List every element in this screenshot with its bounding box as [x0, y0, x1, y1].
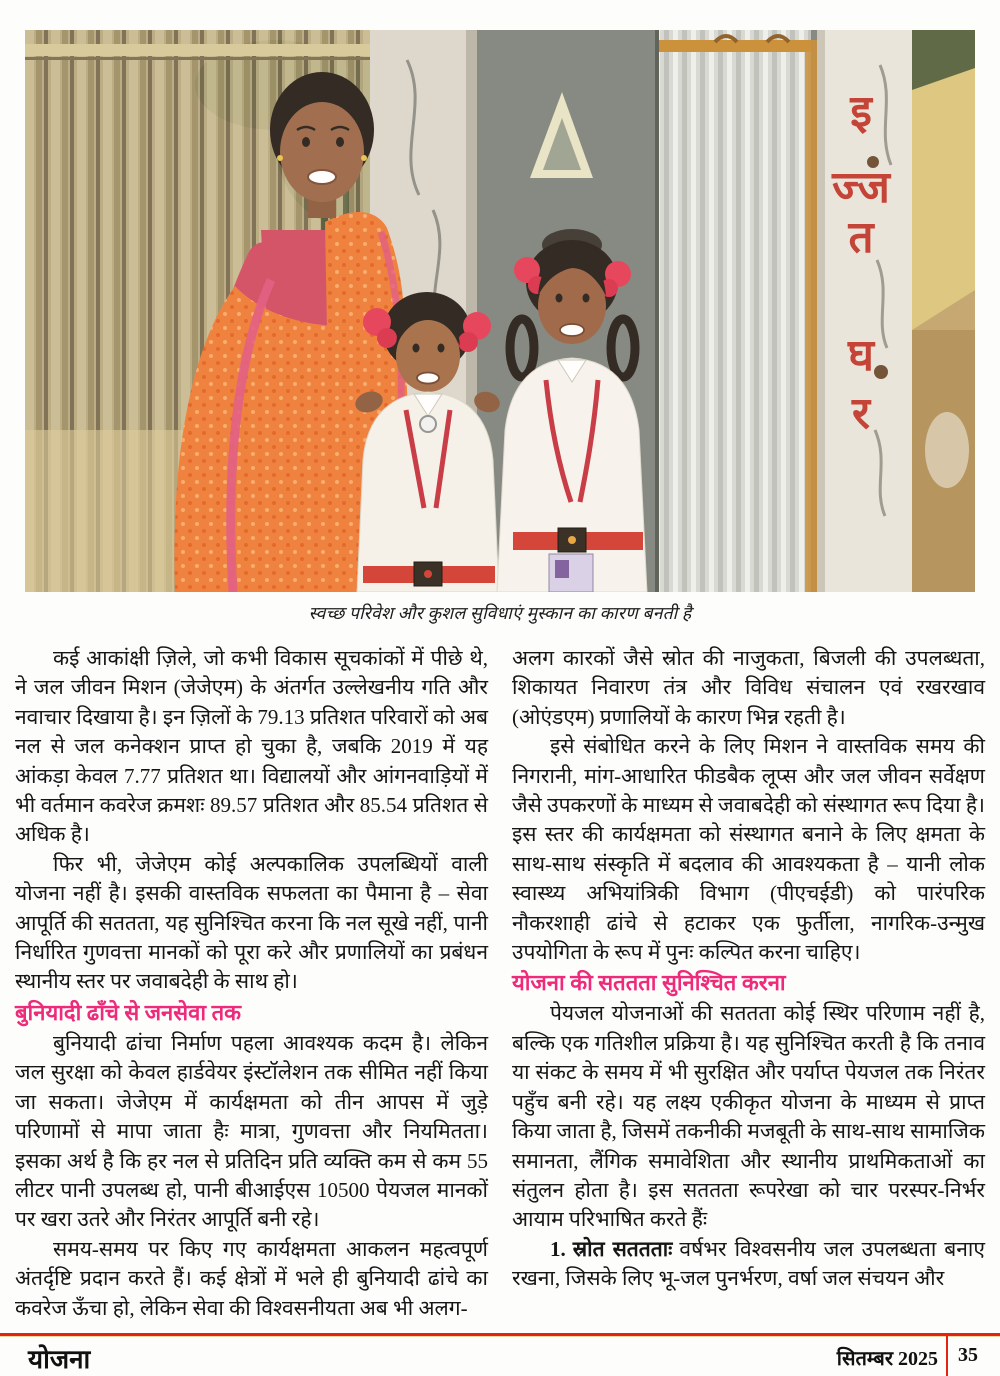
letter-gha: घ	[847, 331, 875, 380]
item-number: 1.	[550, 1236, 566, 1261]
article-body	[15, 644, 985, 1323]
letter-i: इ	[850, 87, 872, 136]
section-heading-infrastructure: बुनियादी ढाँचे से जनसेवा तक	[15, 999, 242, 1025]
page-number: 35	[958, 1344, 978, 1366]
issue-date: सितम्बर 2025	[836, 1348, 938, 1370]
footer-divider	[946, 1334, 948, 1376]
item-term: स्रोत सततताः	[572, 1236, 673, 1261]
article-photo	[25, 30, 975, 592]
paragraph-4: समय-समय पर किए गए कार्यक्षमता आकलन महत्वपूर्ण अंतर्दृष्टि प्रदान करते हैं। कई क्षेत्रों में भले ही बुनियादी ढांचे का कवरेज ऊँचा हो, लेकिन सेवा की विश्वसनीयता अब भी अलग-	[15, 1236, 488, 1320]
letter-ra: र	[852, 389, 870, 438]
numbered-item-1	[512, 1235, 985, 1294]
photo-illustration	[25, 30, 975, 592]
photo-wash	[25, 30, 975, 592]
column-right	[512, 644, 985, 1323]
paragraph-7: पेयजल योजनाओं की सततता कोई स्थिर परिणाम नहीं है, बल्कि एक गतिशील प्रक्रिया है। यह सुनिश्चित करती है कि तनाव या संकट के समय में भी सुरक्षित और पर्याप्त पेयजल तक निरंतर पहुँच बनी रहे। यह लक्ष्य एकीकृत योजना के माध्यम से प्राप्त किया जाता है, जिसमें तकनीकी मजबूती के साथ-साथ सामाजिक समानता, लैंगिक समावेशिता और स्थानीय प्राथमिकताओं का संतुलन होता है। इस सततता रूपरेखा को चार परस्पर-निर्भर आयाम परिभाषित करते हैंः	[512, 1001, 985, 1232]
column-left	[15, 644, 488, 1323]
magazine-name: योजना	[28, 1345, 91, 1374]
paragraph-1: कई आकांक्षी ज़िले, जो कभी विकास सूचकांकों में पीछे थे, ने जल जीवन मिशन (जेजेएम) के अंतर्गत उल्लेखनीय गति और नवाचार दिखाया है। इन ज़िलों के 79.13 प्रतिशत परिवारों को अब नल से जल कनेक्शन प्राप्त हो चुका है, जबकि 2019 में यह आंकड़ा केवल 7.77 प्रतिशत था। विद्यालयों और आंगनवाड़ियों में भी वर्तमान कवरेज क्रमशः 89.57 प्रतिशत और 85.54 प्रतिशत से अधिक है।	[15, 646, 488, 847]
footer-rule	[0, 1333, 1000, 1337]
paragraph-6: इसे संबोधित करने के लिए मिशन ने वास्तविक समय की निगरानी, मांग-आधारित फीडबैक लूप्स और जल जीवन सर्वेक्षण जैसे उपकरणों के माध्यम से जवाबदेही को संस्थागत रूप दिया है। इस स्तर की कार्यक्षमता को संस्थागत बनाने के लिए क्षमता के साथ-साथ संस्कृति में बदलाव की आवश्यकता है – यानी लोक स्वास्थ्य अभियांत्रिकी विभाग (पीएचईडी) को पारंपरिक नौकरशाही ढांचे से हटाकर एक फुर्तीला, नागरिक-उन्मुख उपयोगिता के रूप में पुनः कल्पित करना चाहिए।	[512, 734, 985, 965]
section-heading-sustainability: योजना की सततता सुनिश्चित करना	[512, 970, 786, 996]
paragraph-3: बुनियादी ढांचा निर्माण पहला आवश्यक कदम है। लेकिन जल सुरक्षा को केवल हार्डवेयर इंस्टॉलेशन तक सीमित नहीं किया जा सकता। जेजेएम में कार्यक्षमता को तीन आपस में जुड़े परिणामों से मापा जाता हैः मात्रा, गुणवत्ता और नियमितता। इसका अर्थ है कि हर नल से प्रतिदिन प्रति व्यक्ति कम से कम 55 लीटर पानी उपलब्ध हो, पानी बीआईएस 10500 पेयजल मानकों पर खरा उतरे और निरंतर आपूर्ति बनी रहे।	[15, 1030, 488, 1232]
paragraph-5: अलग कारकों जैसे स्रोत की नाजुकता, बिजली की उपलब्धता, शिकायत निवारण तंत्र और विविध संचालन एवं रखरखाव (ओएंडएम) प्रणालियों के कारण भिन्न रहती है।	[512, 646, 985, 729]
letter-ta: त	[848, 213, 874, 262]
item-text: वर्षभर विश्वसनीय जल उपलब्धता बनाए रखना, जिसके लिए भू-जल पुनर्भरण, वर्षा जल संचयन और	[512, 1236, 985, 1291]
letter-jja: ज्ज	[832, 163, 890, 212]
photo-caption: स्वच्छ परिवेश और कुशल सुविधाएं मुस्कान का कारण बनती है	[308, 603, 692, 623]
paragraph-2: फिर भी, जेजेएम कोई अल्पकालिक उपलब्धियों वाली योजना नहीं है। इसकी वास्तविक सफलता का पैमाना है – सेवा आपूर्ति की सततता, यह सुनिश्चित करना कि नल सूखे नहीं, पानी निर्धारित गुणवत्ता मानकों को पूरा करे और प्रणालियों का प्रबंधन स्थानीय स्तर पर जवाबदेही के साथ हो।	[15, 851, 488, 994]
